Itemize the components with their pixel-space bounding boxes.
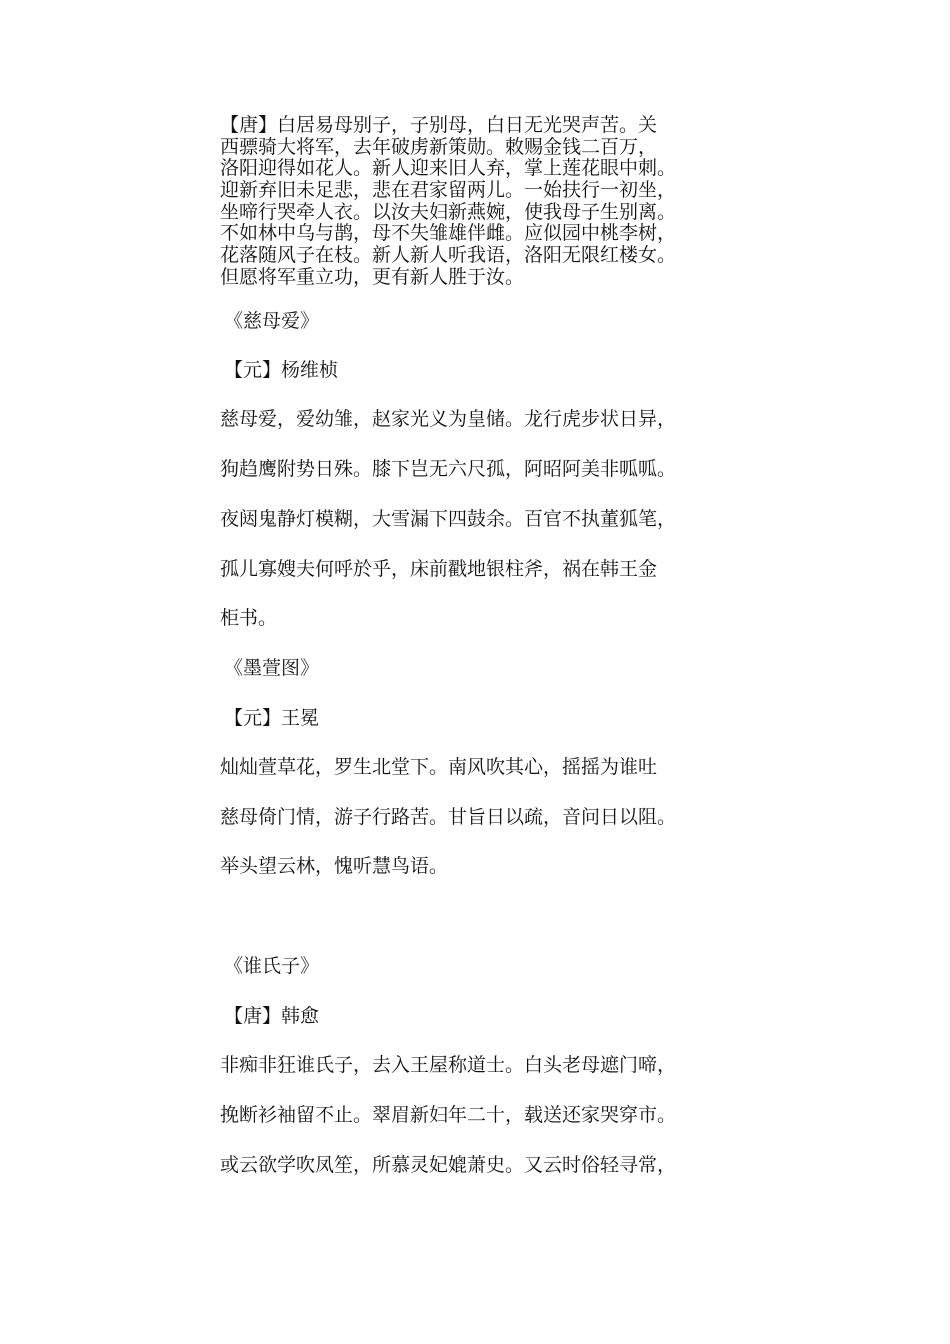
poem2-line-3: 夜闼鬼静灯模糊，大雪漏下四鼓余。百官不执董狐笔， [220, 508, 677, 530]
poem1-line-7: 花落随风子在枝。新人新人听我语，洛阳无限红楼女。 [220, 244, 677, 266]
poem3-title: 《墨萱图》 [224, 657, 320, 679]
poem1-line-1: 【唐】白居易母别子，子别母，白日无光哭声苦。关 [220, 114, 658, 136]
poem2-line-4: 孤儿寡嫂夫何呼於乎，床前戳地银柱斧，祸在韩王金 [220, 558, 658, 580]
poem1-line-6: 不如林中乌与鹊，母不失雏雄伴雌。应似园中桃李树， [220, 222, 677, 244]
poem1-line-5: 坐啼行哭牵人衣。以汝夫妇新燕婉，使我母子生别离。 [220, 201, 677, 223]
poem4-line-3: 或云欲学吹凤笙，所慕灵妃媲萧史。又云时俗轻寻常， [220, 1154, 677, 1176]
poem2-line-5: 柜书。 [220, 607, 278, 629]
poem1-line-3: 洛阳迎得如花人。新人迎来旧人弃，掌上莲花眼中刺。 [220, 157, 677, 179]
poem1-line-8: 但愿将军重立功，更有新人胜于汝。 [220, 266, 525, 288]
poem4-line-1: 非痴非狂谁氏子，去入王屋称道士。白头老母遮门啼， [220, 1054, 677, 1076]
poem4-title: 《谁氏子》 [224, 955, 320, 977]
poem3-author: 【元】王冕 [224, 707, 320, 729]
poem2-line-2: 狗趋鹰附势日殊。膝下岂无六尺孤，阿昭阿美非呱呱。 [220, 458, 677, 480]
poem4-author: 【唐】韩愈 [224, 1005, 320, 1027]
poem1-line-4: 迎新弃旧未足悲，悲在君家留两儿。一始扶行一初坐， [220, 179, 677, 201]
poem3-line-1: 灿灿萱草花，罗生北堂下。南风吹其心，摇摇为谁吐 [220, 756, 658, 778]
poem3-line-3: 举头望云林，愧听慧鸟语。 [220, 855, 449, 877]
poem4-line-2: 挽断衫袖留不止。翠眉新妇年二十，载送还家哭穿市。 [220, 1104, 677, 1126]
poem2-title: 《慈母爱》 [224, 310, 320, 332]
poem1-line-2: 西骠骑大将军，去年破虏新策勋。敕赐金钱二百万， [220, 136, 658, 158]
poem2-line-1: 慈母爱，爱幼雏，赵家光义为皇储。龙行虎步状日异， [220, 408, 677, 430]
poem3-line-2: 慈母倚门情，游子行路苦。甘旨日以疏，音问日以阻。 [220, 806, 677, 828]
poem2-author: 【元】杨维桢 [224, 359, 339, 381]
